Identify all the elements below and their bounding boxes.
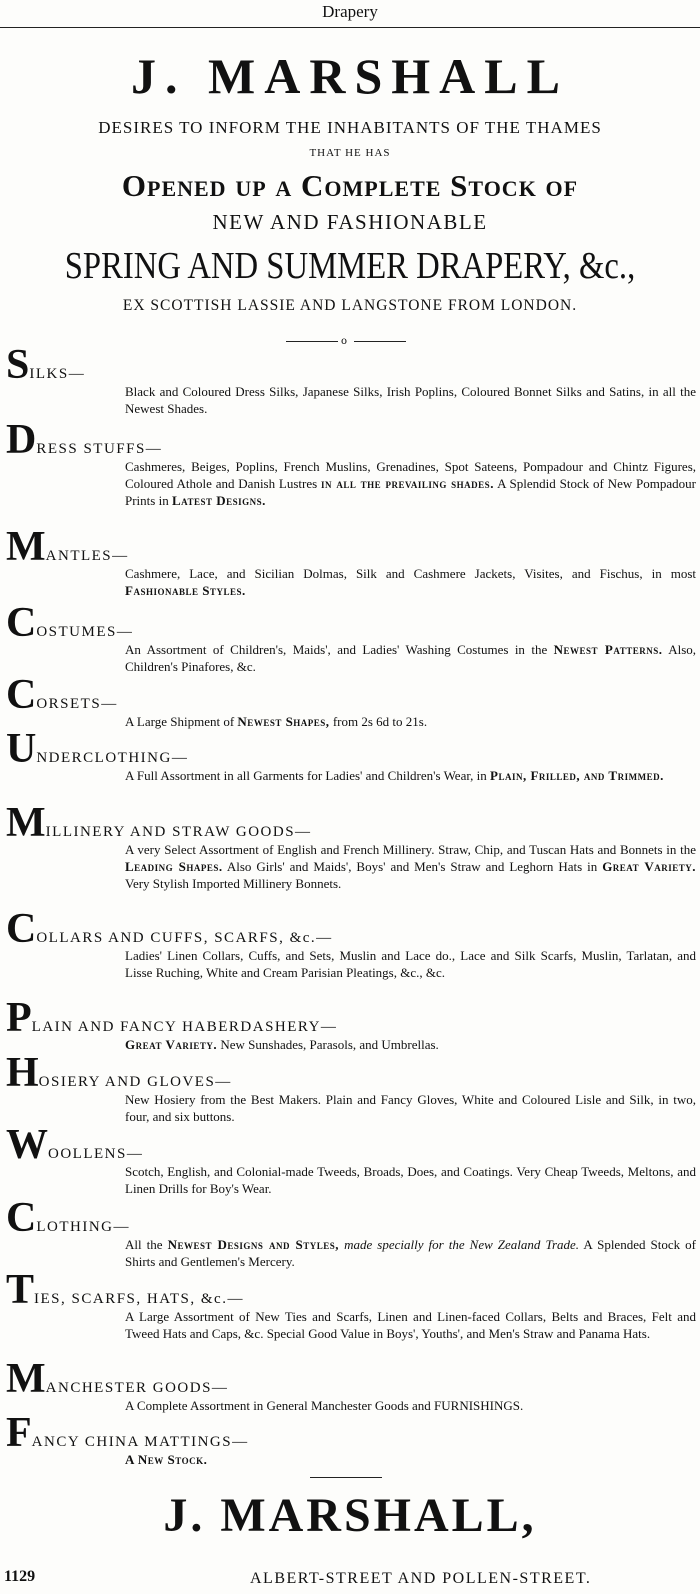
drop-cap: U xyxy=(6,726,37,772)
drop-cap: M xyxy=(6,800,46,846)
section-body: An Assortment of Children's, Maids', and Ladies' Washing Costumes in the Newest Patterns. Also, Children's Pinafores, &c. xyxy=(125,642,696,674)
drop-cap: C xyxy=(6,906,37,952)
section-heading: RESS STUFFS— xyxy=(36,441,163,457)
intro-line-3: Opened up a Complete Stock of xyxy=(121,168,579,203)
section-heading: ORSETS— xyxy=(36,696,118,712)
section-dress-stuffs xyxy=(6,417,696,509)
drop-cap: C xyxy=(6,600,37,646)
section-millinery xyxy=(6,800,696,892)
intro-line-4: NEW AND FASHIONABLE xyxy=(212,210,488,234)
section-heading: ILLINERY AND STRAW GOODS— xyxy=(45,824,312,840)
drop-cap: H xyxy=(6,1050,39,1096)
page-number: 1129 xyxy=(4,1568,36,1585)
section-hosiery xyxy=(6,1050,696,1125)
intro-line-6: EX SCOTTISH LASSIE AND LANGSTONE FROM LONDON. xyxy=(122,297,578,314)
section-body: Black and Coloured Dress Silks, Japanese Silks, Irish Poplins, Coloured Bonnet Silks and Satins, in all the Newest Shades. xyxy=(125,384,696,416)
footer-address: ALBERT-STREET AND POLLEN-STREET. xyxy=(250,1570,592,1587)
drop-cap: D xyxy=(6,417,37,463)
section-body: A New Stock. xyxy=(125,1452,208,1467)
section-heading: OSIERY AND GLOVES— xyxy=(38,1074,232,1090)
section-heading: ANCHESTER GOODS— xyxy=(45,1380,229,1396)
section-body: A Large Shipment of Newest Shapes, from 2s 6d to 21s. xyxy=(125,714,428,729)
section-heading: ANCY CHINA MATTINGS— xyxy=(31,1434,249,1450)
drop-cap: T xyxy=(6,1267,35,1313)
section-body: All the Newest Designs and Styles, made specially for the New Zealand Trade. A Splended Stock of Shirts and Gentlemen's Mercery. xyxy=(125,1237,696,1269)
section-heading: IES, SCARFS, HATS, &c.— xyxy=(34,1291,244,1307)
section-ties xyxy=(6,1267,696,1342)
section-heading: NDERCLOTHING— xyxy=(36,750,189,766)
section-body: Cashmere, Lace, and Sicilian Dolmas, Silk and Cashmere Jackets, Visites, and Fischus, in most Fashionable Styles. xyxy=(125,566,696,598)
section-heading: OLLARS AND CUFFS, SCARFS, &c.— xyxy=(36,930,333,946)
drop-cap: C xyxy=(6,1195,37,1241)
section-mantles xyxy=(6,524,696,599)
section-heading: ILKS— xyxy=(29,366,86,382)
section-body: Great Variety. New Sunshades, Parasols, and Umbrellas. xyxy=(125,1037,439,1052)
section-costumes xyxy=(6,600,696,675)
ornament-divider xyxy=(286,334,406,348)
section-haberdashery xyxy=(6,995,696,1053)
section-woollens xyxy=(6,1122,696,1197)
advert-title: J. MARSHALL xyxy=(131,48,569,104)
drop-cap: F xyxy=(6,1410,32,1456)
section-manchester xyxy=(6,1356,696,1414)
section-body: A Large Assortment of New Ties and Scarfs, Linen and Linen-faced Collars, Belts and Braces, Felt and Tweed Hats and Caps, &c. Special Good Value in Boys', Youths', and Men's Straw and Panama Hats. xyxy=(125,1309,696,1341)
section-heading: OOLLENS— xyxy=(48,1146,144,1162)
section-corsets xyxy=(6,672,696,730)
section-collars xyxy=(6,906,696,981)
section-heading: ANTLES— xyxy=(45,548,129,564)
intro-line-1: DESIRES TO INFORM THE INHABITANTS OF THE THAMES xyxy=(98,118,602,137)
section-body: New Hosiery from the Best Makers. Plain and Fancy Gloves, White and Coloured Lisle and Silk, in two, four, and six buttons. xyxy=(125,1092,696,1124)
section-body: A Complete Assortment in General Manchester Goods and FURNISHINGS. xyxy=(125,1398,524,1413)
drop-cap: C xyxy=(6,672,37,718)
section-fancy-china xyxy=(6,1410,696,1468)
drop-cap: P xyxy=(6,995,32,1041)
section-heading: LAIN AND FANCY HABERDASHERY— xyxy=(31,1019,338,1035)
drop-cap: M xyxy=(6,524,46,570)
footer-divider xyxy=(310,1477,382,1478)
footer-name: J. MARSHALL, xyxy=(163,1489,537,1542)
section-body: Cashmeres, Beiges, Poplins, French Muslins, Grenadines, Spot Sateens, Pompadour and Chintz Figures, Coloured Athole and Danish Lustres in all the prevailing shades. A Splendid Stock of New Pompadour Prints in Latest Designs. xyxy=(125,459,696,508)
section-body: Scotch, English, and Colonial-made Tweeds, Broads, Does, and Coatings. Very Cheap Tweeds, Meltons, and Linen Drills for Boy's Wear. xyxy=(125,1164,696,1196)
section-body: A very Select Assortment of English and French Millinery. Straw, Chip, and Tuscan Hats and Bonnets in the Leading Shapes. Also Girls' and Maids', Boys' and Men's Straw and Leghorn Hats in Great Variety. Very Stylish Imported Millinery Bonnets. xyxy=(125,842,696,891)
section-body: Ladies' Linen Collars, Cuffs, and Sets, Muslin and Lace do., Lace and Silk Scarfs, Muslin, Tarlatan, and Lisse Ruching, White and Cream Parisian Pleatings, &c., &c. xyxy=(125,948,696,980)
ornament-mark: o xyxy=(341,336,348,347)
drop-cap: W xyxy=(6,1122,48,1168)
drop-cap: M xyxy=(6,1356,46,1402)
section-body: A Full Assortment in all Garments for Ladies' and Children's Wear, in Plain, Frilled, and Trimmed. xyxy=(125,768,664,783)
section-clothing xyxy=(6,1195,696,1270)
top-divider xyxy=(0,27,700,28)
section-heading: LOTHING— xyxy=(36,1219,130,1235)
intro-line-2: THAT HE HAS xyxy=(309,147,391,159)
section-silks xyxy=(6,342,696,417)
drop-cap: S xyxy=(6,342,30,388)
section-underclothing xyxy=(6,726,696,784)
category-label: Drapery xyxy=(322,2,378,21)
intro-line-5: SPRING AND SUMMER DRAPERY, &c., xyxy=(64,245,636,287)
section-heading: OSTUMES— xyxy=(36,624,134,640)
